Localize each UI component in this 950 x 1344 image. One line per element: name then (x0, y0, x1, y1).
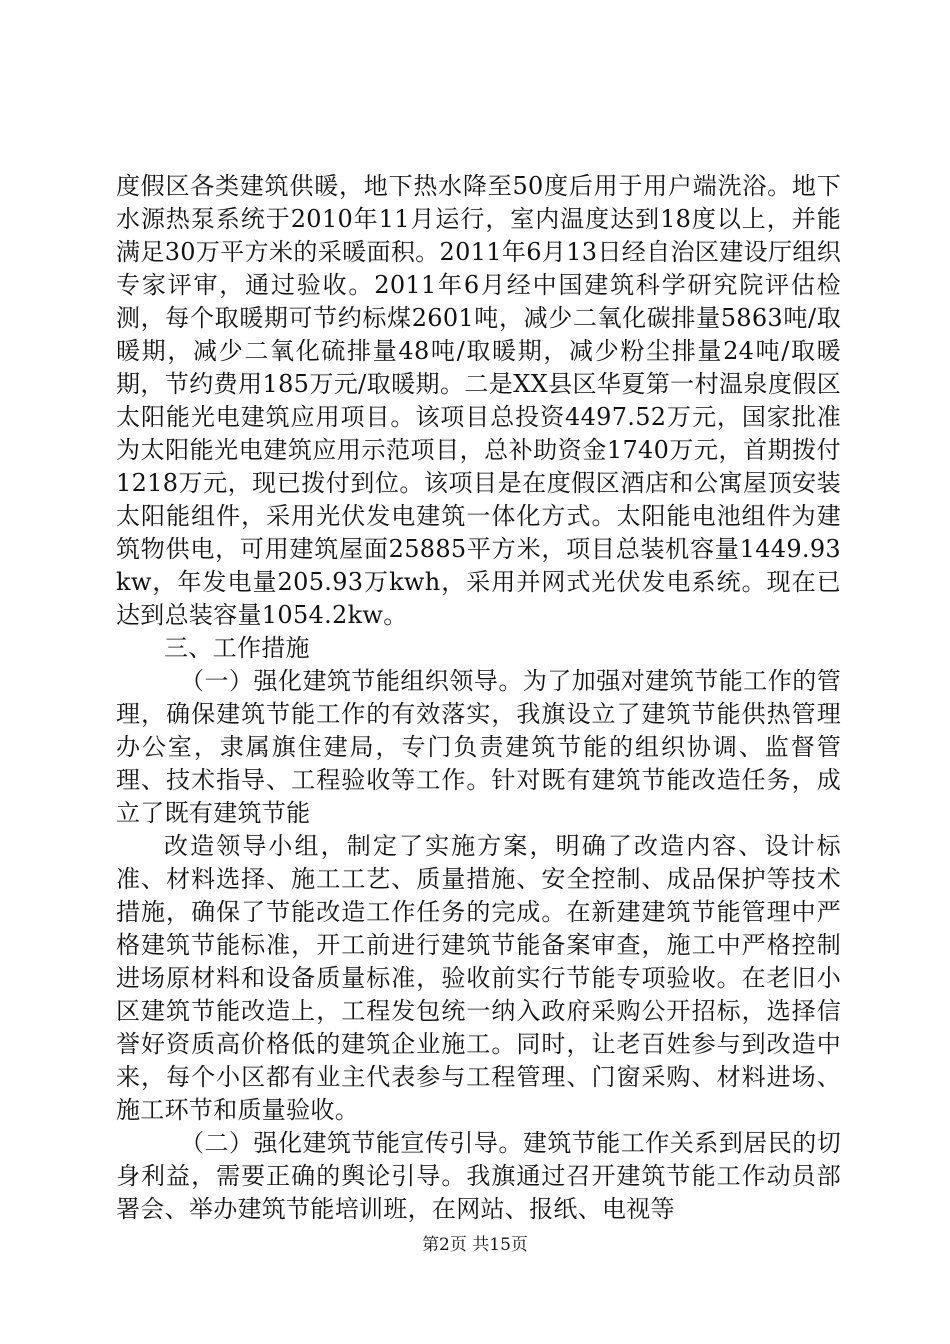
paragraph-organization-leadership: （一）强化建筑节能组织领导。为了加强对建筑节能工作的管理，确保建筑节能工作的有效落实，我旗设立了建筑节能供热管理办公室，隶属旗住建局，专门负责建筑节能的组织协调、监督管理、技术指导、工程验收等工作。针对既有建筑节能改造任务，成立了既有建筑节能 (116, 667, 841, 827)
paragraph-publicity-guidance: （二）强化建筑节能宣传引导。建筑节能工作关系到居民的切身利益，需要正确的舆论引导。我旗通过召开建筑节能工作动员部署会、举办建筑节能培训班，在网站、报纸、电视等 (116, 1129, 841, 1223)
paragraph-renovation-group: 改造领导小组，制定了实施方案，明确了改造内容、设计标准、材料选择、施工工艺、质量措施、安全控制、成品保护等技术措施，确保了节能改造工作任务的完成。在新建建筑节能管理中严格建筑节能标准，开工前进行建筑节能备案审查，施工中严格控制进场原材料和设备质量标准，验收前实行节能专项验收。在老旧小区建筑节能改造上，工程发包统一纳入政府采购公开招标，选择信誉好资质高价格低的建筑企业施工。同时，让老百姓参与到改造中来，每个小区都有业主代表参与工程管理、门窗采购、材料进场、施工环节和质量验收。 (116, 832, 841, 1124)
paragraph-project-details: 度假区各类建筑供暖，地下热水降至50度后用于用户端洗浴。地下水源热泵系统于2010年11月运行，室内温度达到18度以上，并能满足30万平方米的采暖面积。2011年6月13日经自治区建设厅组织专家评审，通过验收。2011年6月经中国建筑科学研究院评估检测，每个取暖期可节约标煤2601吨，减少二氧化碳排量5863吨/取暖期，减少二氧化硫排量48吨/取暖期，减少粉尘排量24吨/取暖期，节约费用185万元/取暖期。二是XX县区华夏第一村温泉度假区太阳能光电建筑应用项目。该项目总投资4497.52万元，国家批准为太阳能光电建筑应用示范项目，总补助资金1740万元，首期拨付1218万元，现已拨付到位。该项目是在度假区酒店和公寓屋顶安装太阳能组件，采用光伏发电建筑一体化方式。太阳能电池组件为建筑物供电，可用建筑屋面25885平方米，项目总装机容量1449.93kw，年发电量205.93万kwh，采用并网式光伏发电系统。现在已达到总装容量1054.2kw。 (116, 172, 841, 629)
section-heading-work-measures: 三、工作措施 (164, 634, 310, 662)
page-number-footer: 第2页 共15页 (422, 1235, 528, 1255)
document-body (116, 170, 841, 1226)
